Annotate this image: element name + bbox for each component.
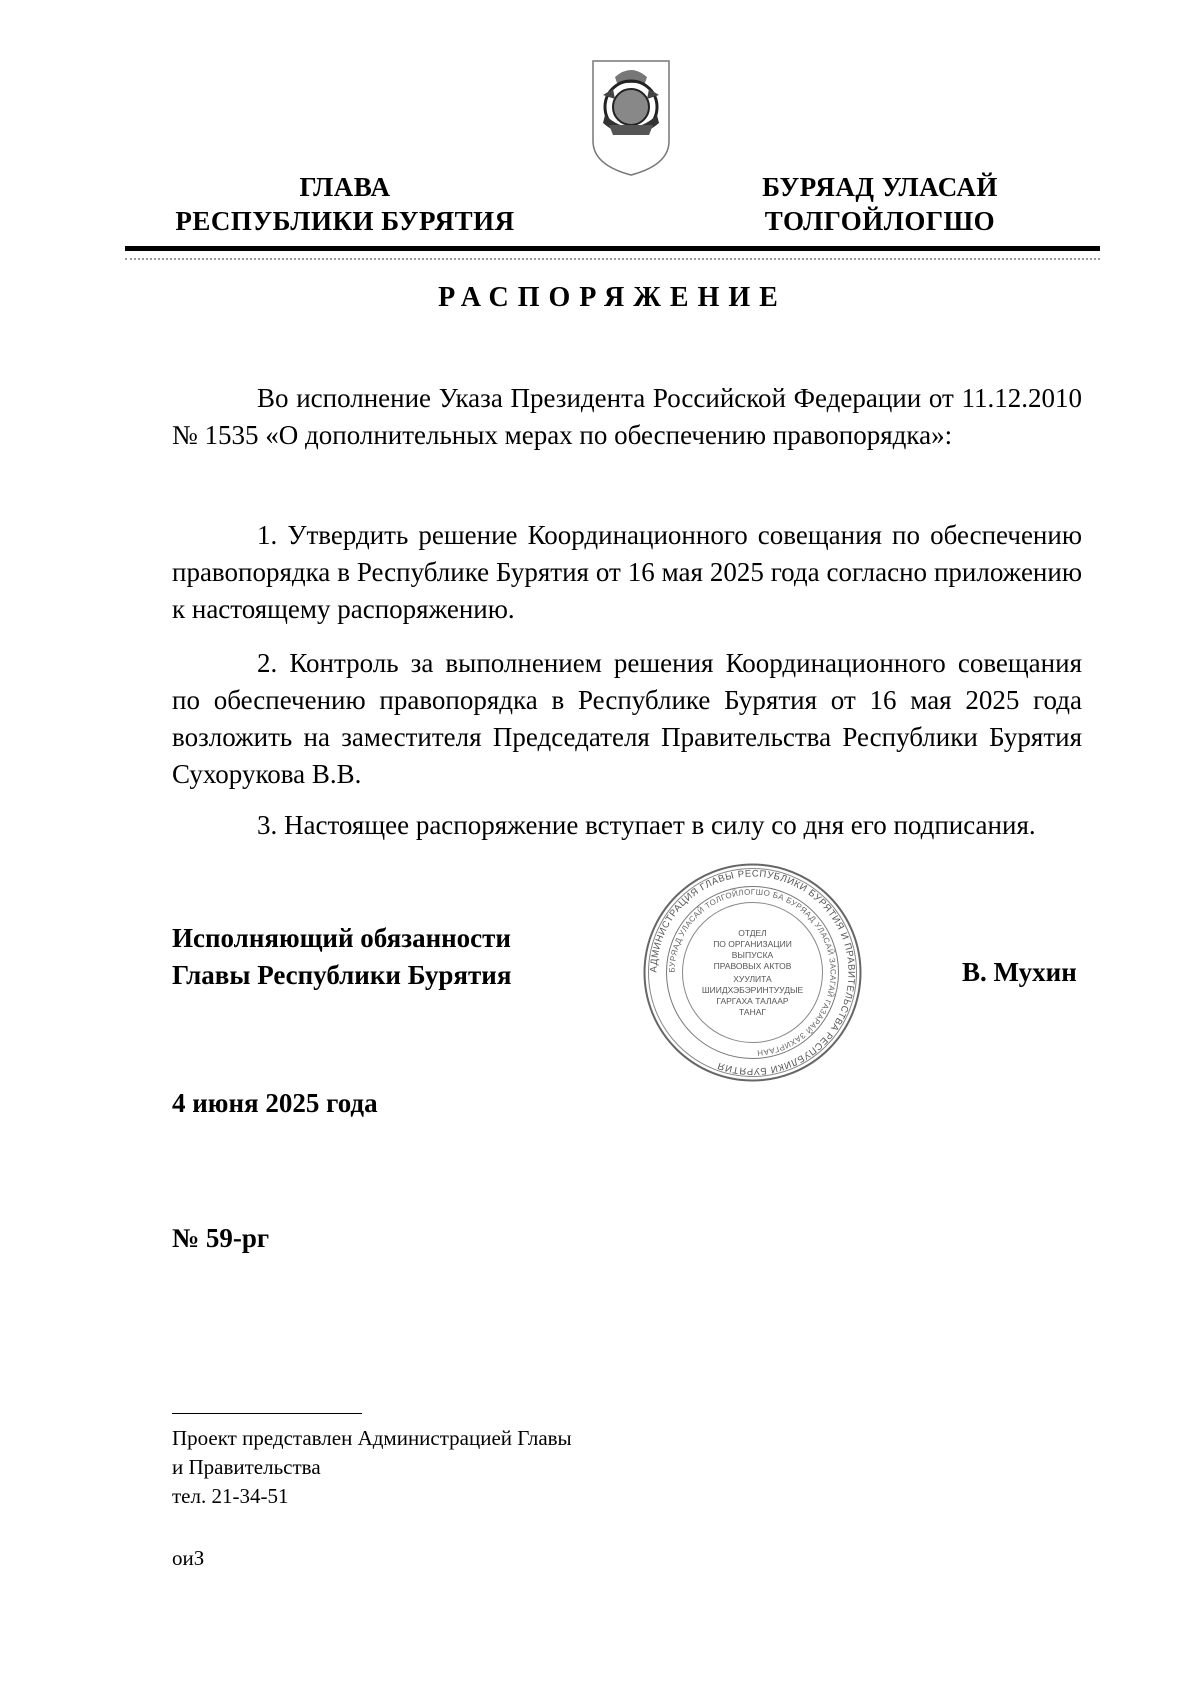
header-left (150, 170, 540, 238)
svg-text:БУРЯАД УЛАСАЙ ТОЛГОЙЛОГШО БА Б (667, 887, 837, 1057)
footnote-divider (172, 1413, 362, 1414)
seal-inner-text: БУРЯАД УЛАСАЙ ТОЛГОЙЛОГШО БА БУРЯАД УЛАСАЙ ЗАСАГАЙ ГАЗАРАЙ ЗАХИРГААН (667, 887, 838, 1058)
header-dotted-divider (125, 258, 1100, 260)
footnote-block (172, 1424, 572, 1511)
header-left-line2: РЕСПУБЛИКИ БУРЯТИЯ (175, 206, 515, 236)
seal-center-line: ПРАВОВЫХ АКТОВ (713, 961, 792, 971)
document-date: 4 июня 2025 года (172, 1088, 378, 1118)
seal-center-line: ГАРГАХА ТАЛААР (716, 996, 789, 1006)
footnote-line3: тел. 21-34-51 (172, 1484, 289, 1508)
seal-center-line: ОТДЕЛ (738, 928, 767, 938)
document-code: оиЗ (172, 1546, 205, 1570)
header-right-line2: ТОЛГОЙЛОГШО (764, 206, 996, 236)
footnote-line2: и Правительства (172, 1455, 321, 1479)
header-right-line1: БУРЯАД УЛАСАЙ (762, 172, 998, 202)
seal-center-line: ПО ОРГАНИЗАЦИИ (713, 939, 792, 949)
signatory-name: В. Мухин (962, 957, 1077, 987)
seal-center-line: ШИИДХЭБЭРИНТУУДЫЕ (701, 985, 804, 995)
item-3-paragraph: 3. Настоящее распоряжение вступает в силу со дня его подписания. (257, 810, 1036, 840)
svg-text:АДМИНИСТРАЦИЯ ГЛАВЫ РЕСПУБЛИКИ (648, 868, 856, 1076)
seal-center-line: ХУУЛИТА (733, 974, 772, 984)
coat-of-arms-emblem (585, 55, 677, 177)
item-1-paragraph: 1. Утвердить решение Координационного совещания по обеспечению правопорядка в Республике Бурятия от 16 мая 2025 года согласно приложению к настоящему распоряжению. (172, 520, 1082, 624)
official-seal-stamp (640, 860, 865, 1085)
seal-outer-text: АДМИНИСТРАЦИЯ ГЛАВЫ РЕСПУБЛИКИ БУРЯТИЯ И ПРАВИТЕЛЬСТВА РЕСПУБЛИКИ БУРЯТИЯ (648, 868, 857, 1077)
header-divider (125, 246, 1100, 251)
document-number: № 59-рг (172, 1223, 270, 1253)
document-title: РАСПОРЯЖЕНИЕ (438, 282, 787, 313)
signatory-position-line1: Исполняющий обязанности (172, 923, 511, 953)
item-2-paragraph: 2. Контроль за выполнением решения Координационного совещания по обеспечению правопорядка в Республике Бурятия от 16 мая 2025 года возложить на заместителя Председателя Правительства Республики Бурятия Сухорукова В.В. (172, 648, 1082, 789)
signatory-position-line2: Главы Республики Бурятия (172, 960, 512, 990)
seal-center-line: ТАНАГ (739, 1007, 766, 1017)
signatory-position (172, 920, 511, 994)
header-left-line1: ГЛАВА (299, 172, 391, 202)
footnote-line1: Проект представлен Администрацией Главы (172, 1426, 572, 1450)
header-right (730, 170, 1030, 238)
seal-center-line: ВЫПУСКА (731, 950, 774, 960)
preamble-paragraph: Во исполнение Указа Президента Российской Федерации от 11.12.2010 № 1535 «О дополнительных мерах по обеспечению правопорядка»: (172, 383, 1082, 450)
